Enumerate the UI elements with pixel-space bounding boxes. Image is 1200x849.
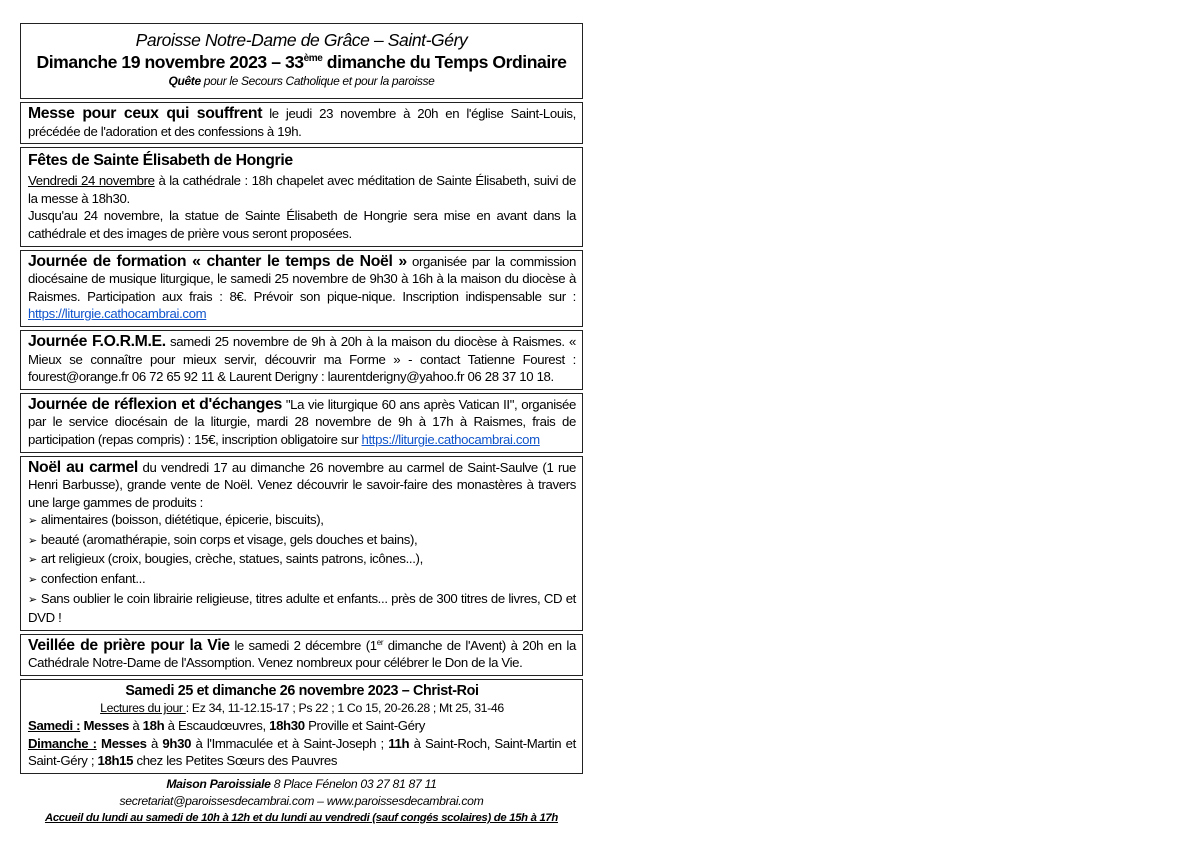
elisabeth-paragraph-1 [28,172,576,207]
arrow-bullet-icon: ➢ [28,534,37,547]
veillee-box [20,634,583,676]
sunday-line [28,735,576,770]
arrow-bullet-icon: ➢ [28,515,37,528]
readings-label: Lectures du jour [100,701,186,716]
forme-text: samedi 25 novembre de 9h à 20h à la maison du diocèse à Raismes. « Mieux se connaître pour mieux servir, découvrir ma Forme » - contact Tatienne Fourest : fourest@orange.fr 06 72 65 92 11 & Laurent Derigny : laurentderigny@yahoo.fr 06 28 37 10 18. [28,333,576,385]
list-item-text: alimentaires (boisson, diététique, épicerie, biscuits), [40,512,324,528]
saturday-time-1: 18h [142,718,165,734]
list-item-text: art religieux (croix, bougies, crèche, statues, saints patrons, icônes...), [40,551,423,567]
elisabeth-text-1: à la cathédrale : 18h chapelet avec méditation de Sainte Élisabeth, suivi de la messe à 18h30. [28,173,576,206]
elisabeth-paragraph-2: Jusqu'au 24 novembre, la statue de Sainte Élisabeth de Hongrie sera mise en avant dans la cathédrale et des images de prière vous seront proposées. [28,208,576,241]
sunday-text-a: à [146,735,163,751]
readings-text: : Ez 34, 11-12.15-17 ; Ps 22 ; 1 Co 15, 20-26.28 ; Mt 25, 31-46 [185,701,504,716]
formation-box [20,250,583,327]
elisabeth-title: Fêtes de Sainte Élisabeth de Hongrie [28,152,293,170]
parish-name: Paroisse Notre-Dame de Grâce – Saint-Géry [135,30,468,50]
veillee-superscript: er [376,637,384,647]
quete-text: pour le Secours Catholique et pour la paroisse [200,74,435,88]
reflexion-heading: Journée de réflexion et d'échanges [28,395,282,413]
sunday-time-1: 9h30 [162,735,192,751]
messe-heading: Messe pour ceux qui souffrent [28,105,263,122]
carmel-heading: Noël au carmel [28,458,138,476]
messe-text: le jeudi 23 novembre à 20h en l'église Saint-Louis, précédée de l'adoration et des confessions à 19h. [28,106,576,139]
sunday-time-2: 11h [388,735,410,751]
reflexion-text: "La vie liturgique 60 ans après Vatican II", organisée par le service diocésain de la liturgie, mardi 28 novembre de 9h à 17h à Raismes, frais de participation (repas compris) : 15€, inscription obligatoire sur [28,396,576,447]
list-item [28,590,576,627]
sunday-text-c: à Saint-Roch, Saint-Martin et Saint-Géry ; [28,735,576,769]
formation-link[interactable]: https://liturgie.cathocambrai.com [28,306,207,322]
reflexion-link[interactable]: https://liturgie.cathocambrai.com [361,431,540,447]
saturday-text-a: à [129,718,143,734]
footer [20,776,583,827]
saturday-label: Samedi : [28,718,81,734]
title-superscript: ème [303,53,323,64]
title-end: dimanche du Temps Ordinaire [322,52,567,72]
formation-text: organisée par la commission diocésaine de musique liturgique, le samedi 25 novembre de 9h30 à 16h à la maison du diocèse à Raismes. Participation aux frais : 8€. Prévoir son pique-nique. Inscription indispensable sur : [28,253,577,304]
elisabeth-box [20,147,583,246]
sunday-text-d: chez les Petites Sœurs des Pauvres [133,753,338,769]
elisabeth-date: Vendredi 24 novembre [28,173,155,189]
footer-contact: secretariat@paroissesdecambrai.com – www.paroissesdecambrai.com [119,793,484,808]
footer-maison-label: Maison Paroissiale [166,776,271,791]
saturday-messes: Messes [80,718,130,734]
footer-accueil: Accueil du lundi au samedi de 10h à 12h et du lundi au vendredi (sauf congés scolaires) de 15h à 17h [44,811,559,824]
footer-address: 8 Place Fénelon 03 27 81 87 11 [270,776,437,791]
sunday-text-b: à l'Immaculée et à Saint-Joseph ; [191,735,389,751]
sunday-title: Samedi 25 et dimanche 26 novembre 2023 – Christ-Roi [125,683,479,700]
header-box [20,23,583,99]
formation-heading: Journée de formation « chanter le temps de Noël » [28,252,407,270]
list-item [28,550,576,570]
veillee-text-2: dimanche de l'Avent) à 20h en la Cathédrale Notre-Dame de l'Assomption. Venez nombreux pour célébrer le Don de la Vie. [28,637,576,671]
saturday-text-c: Proville et Saint-Géry [304,718,425,734]
readings-line [28,700,576,717]
sunday-label: Dimanche : [28,735,97,751]
footer-address-line [20,776,583,793]
saturday-time-2: 18h30 [269,718,305,734]
forme-box [20,330,583,390]
sunday-time-3: 18h15 [97,753,134,769]
list-item-text: beauté (aromathérapie, soin corps et visage, gels douches et bains), [40,531,418,547]
veillee-text-1: le samedi 2 décembre (1 [229,637,377,653]
arrow-bullet-icon: ➢ [28,593,37,606]
list-item-text: confection enfant... [40,571,146,587]
page-title [25,51,578,73]
arrow-bullet-icon: ➢ [28,574,37,587]
carmel-text: du vendredi 17 au dimanche 26 novembre au carmel de Saint-Saulve (1 rue Henri Barbusse), grande vente de Noël. Venez découvrir le savoir-faire des monastères à travers une large gammes de produits : [28,459,577,510]
quete-line [25,74,578,89]
title-text: Dimanche 19 novembre 2023 – 33 [36,52,304,72]
list-item-text: Sans oublier le coin librairie religieuse, titres adulte et enfants... près de 300 titres de livres, CD et DVD ! [28,590,576,626]
forme-heading: Journée F.O.R.M.E. [28,332,166,350]
sunday-messes: Messes [96,735,147,751]
bulletin-sheet [20,23,583,827]
quete-label: Quête [168,74,201,88]
arrow-bullet-icon: ➢ [28,554,37,567]
messe-box [20,102,583,144]
saturday-text-b: à Escaudœuvres, [164,718,270,734]
saturday-line [28,717,576,735]
veillee-heading: Veillée de prière pour la Vie [28,636,230,654]
carmel-box [20,456,583,631]
reflexion-box [20,393,583,453]
list-item [28,531,576,551]
list-item [28,511,576,531]
sunday-box [20,679,583,774]
list-item [28,570,576,590]
